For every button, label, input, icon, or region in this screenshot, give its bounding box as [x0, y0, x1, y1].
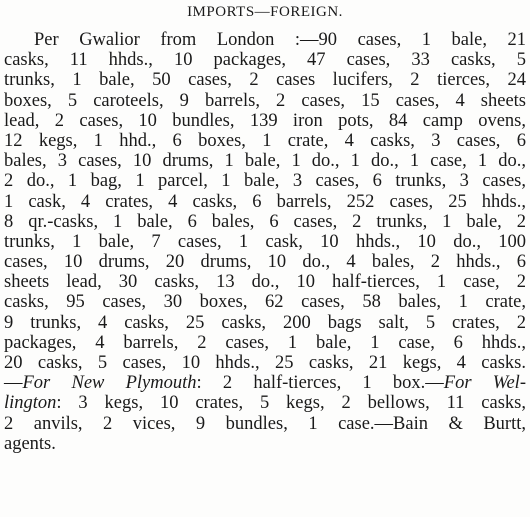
paragraph-line: trunks, 1 bale, 7 cases, 1 cask, 10 hhds., 10 do., 100	[4, 231, 526, 252]
paragraph-line: Per Gwalior from London :—90 cases, 1 bale, 21	[34, 30, 526, 50]
destination-wellington-end: lington	[4, 393, 57, 414]
paragraph-line: 9 trunks, 4 casks, 25 casks, 200 bags salt, 5 crates, 2	[4, 312, 526, 333]
paragraph-line: sheets lead, 30 casks, 13 do., 10 half-tierces, 1 case, 2	[4, 272, 526, 293]
paragraph-line: trunks, 1 bale, 50 cases, 2 cases lucifers, 2 tierces, 24	[4, 70, 526, 91]
paragraph-line: bales, 3 cases, 10 drums, 1 bale, 1 do., 1 do., 1 case, 1 do.,	[4, 151, 526, 172]
agents-signature: agents.	[4, 433, 56, 454]
paragraph-line-wellington	[4, 393, 526, 413]
paragraph-line: casks, 11 hhds., 10 packages, 47 cases, 33 casks, 5	[4, 50, 526, 71]
new-plymouth-goods: : 2 half-tierces, 1 box.—	[196, 373, 444, 394]
paragraph-line: packages, 4 barrels, 2 cases, 1 bale, 1 case, 6 hhds.,	[4, 332, 526, 353]
paragraph-line: casks, 95 cases, 30 boxes, 62 cases, 58 bales, 1 crate,	[4, 292, 526, 313]
paragraph-line: 8 qr.-casks, 1 bale, 6 bales, 6 cases, 2 trunks, 1 bale, 2	[4, 211, 526, 232]
em-dash: —	[4, 373, 23, 394]
paragraph-line: boxes, 5 caroteels, 9 barrels, 2 cases, 15 cases, 4 sheets	[4, 90, 526, 111]
paragraph-line: 12 kegs, 1 hhd., 6 boxes, 1 crate, 4 casks, 3 cases, 6	[4, 130, 526, 151]
paragraph-line: cases, 10 drums, 20 drums, 10 do., 4 bales, 2 hhds., 6	[4, 252, 526, 273]
destination-wellington-start: For Wel-	[443, 373, 526, 394]
paragraph-line: 2 anvils, 2 vices, 9 bundles, 1 case.—Bain & Burtt,	[4, 413, 526, 434]
destination-new-plymouth: For New Plymouth	[22, 373, 197, 394]
wellington-goods: : 3 kegs, 10 crates, 5 kegs, 2 bellows, 11 casks,	[56, 393, 526, 414]
paragraph-line: 1 cask, 4 crates, 4 casks, 6 barrels, 252 cases, 25 hhds.,	[4, 191, 526, 212]
paragraph-line: 2 do., 1 bag, 1 parcel, 1 bale, 3 cases, 6 trunks, 3 cases,	[4, 171, 526, 192]
section-heading: IMPORTS—FOREIGN.	[187, 4, 343, 20]
paragraph-line: 20 casks, 5 cases, 10 hhds., 25 casks, 21 kegs, 4 casks.	[4, 353, 526, 373]
paragraph-line: lead, 2 cases, 10 bundles, 139 iron pots, 84 camp ovens,	[4, 110, 526, 131]
imports-paragraph	[4, 30, 526, 454]
paragraph-line-new-plymouth	[4, 373, 526, 393]
